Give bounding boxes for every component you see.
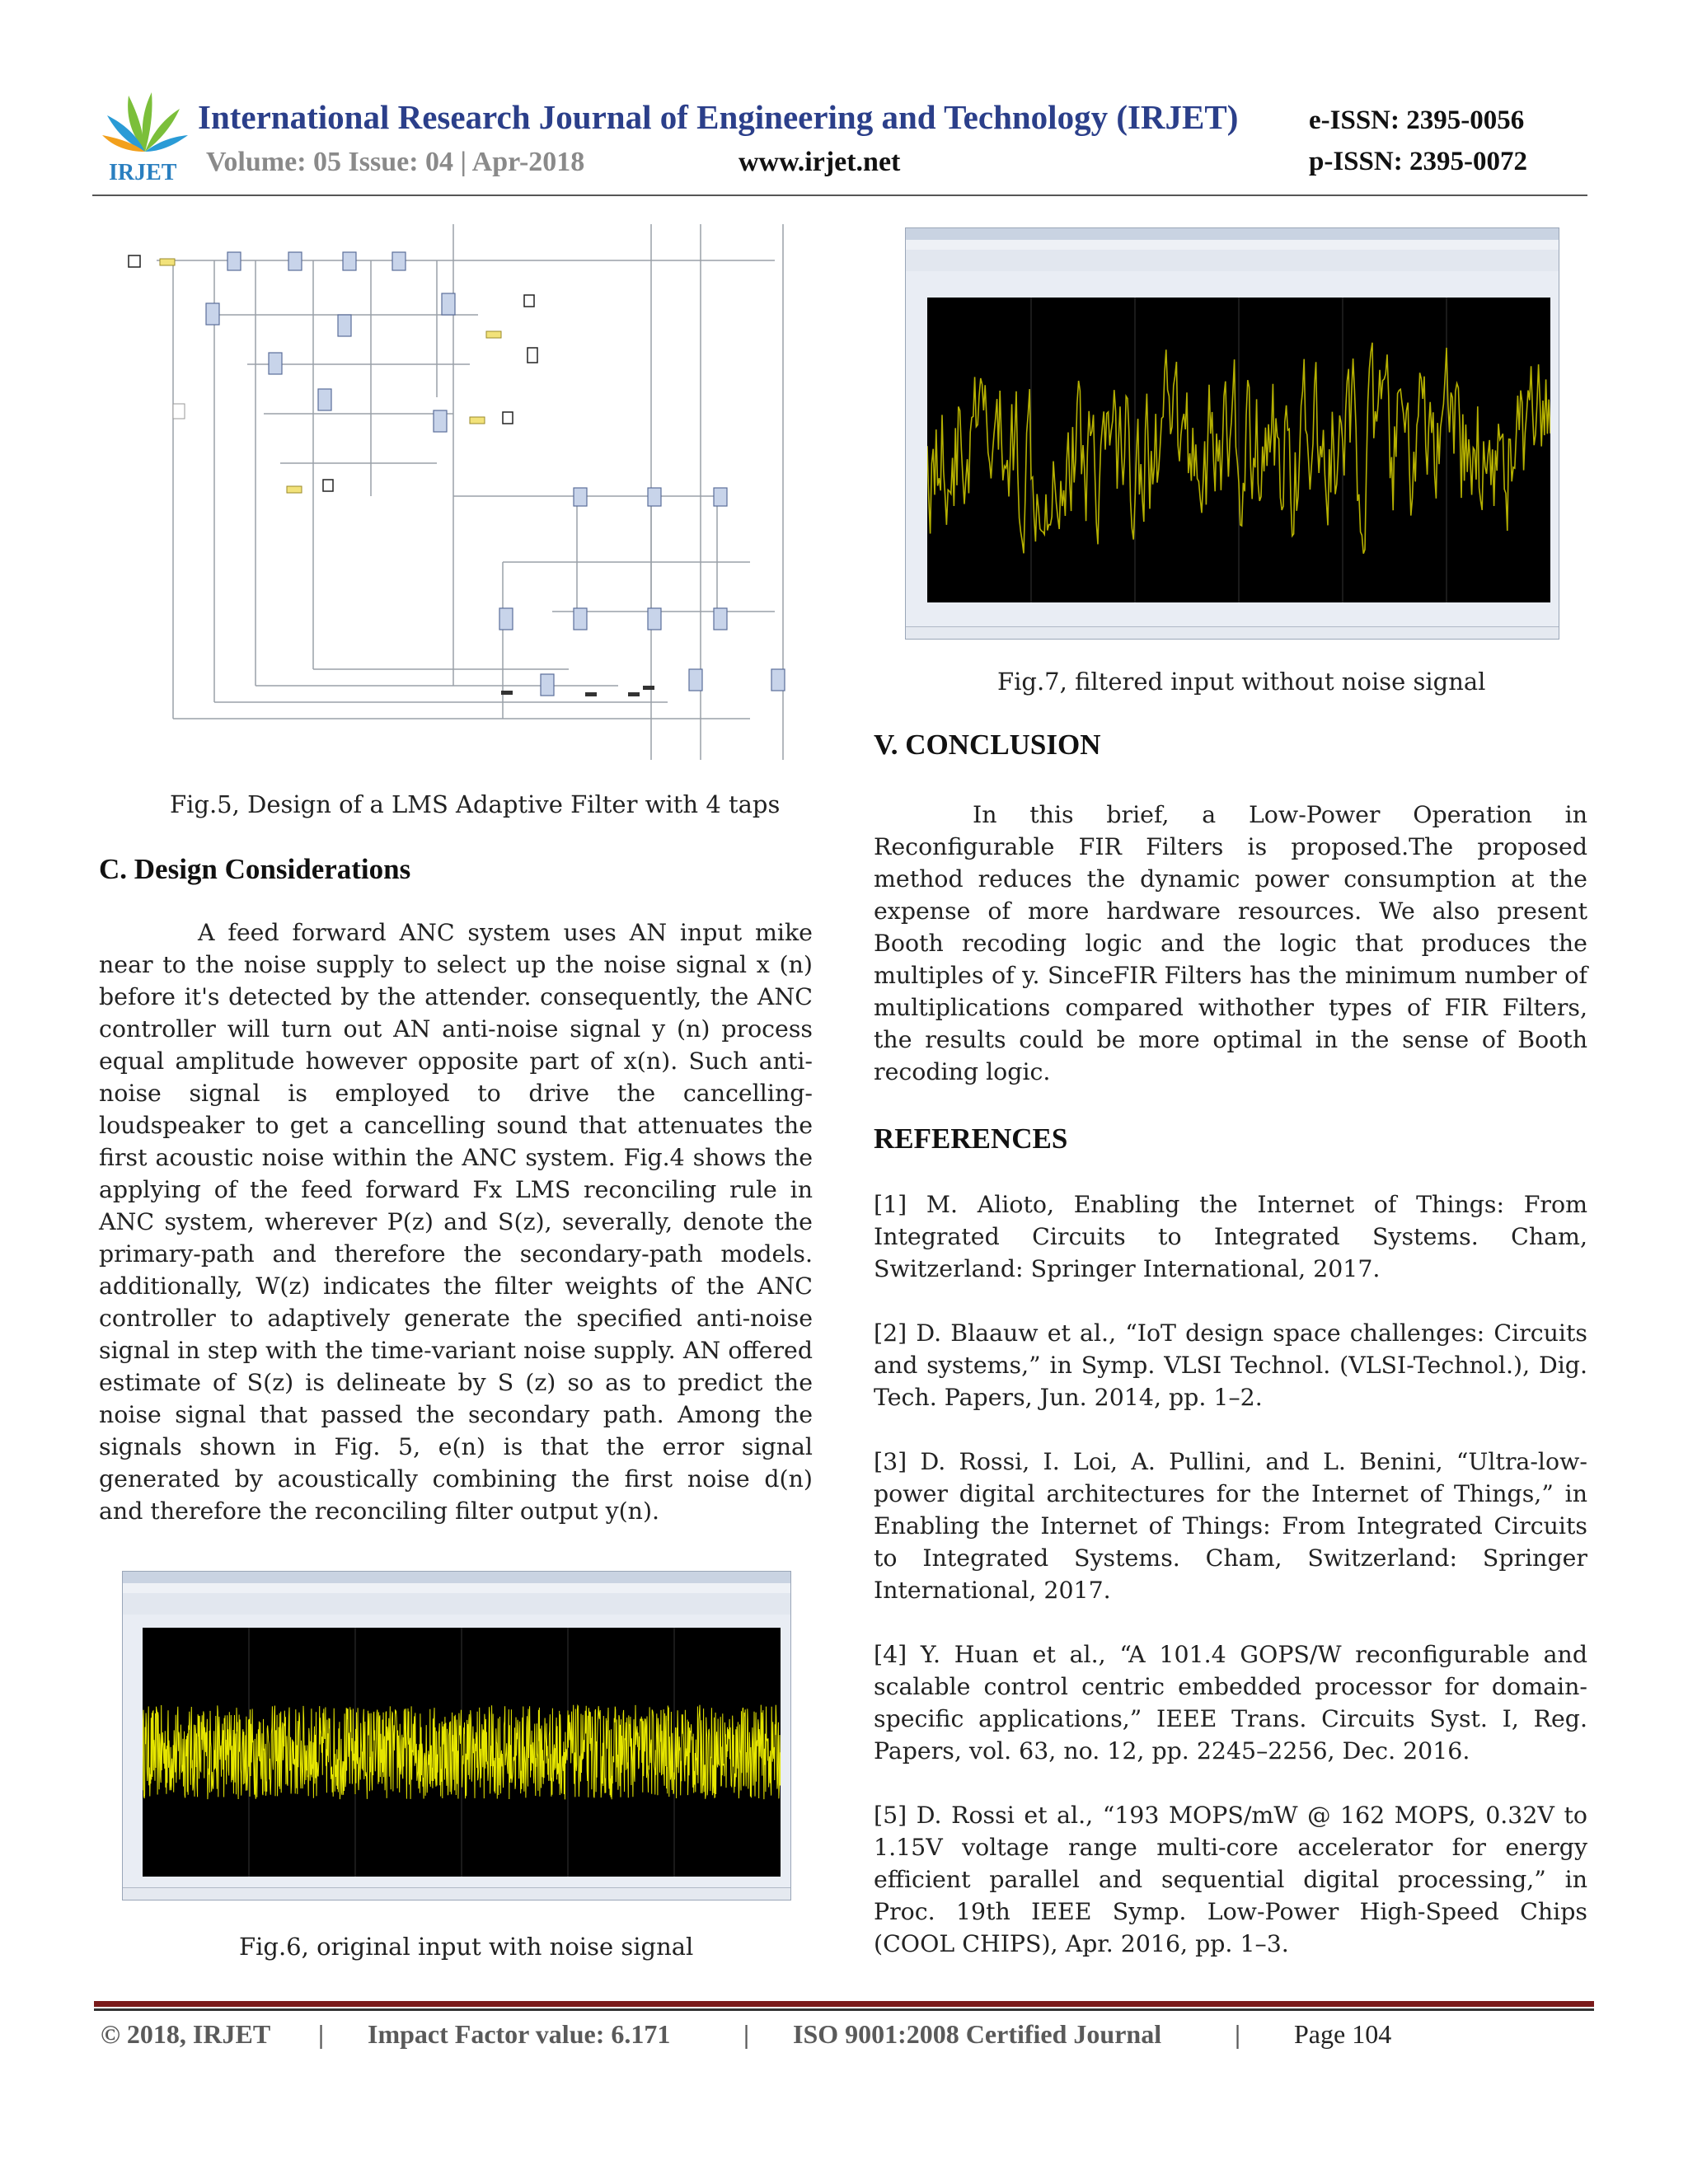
- scope-toolbar: [906, 250, 1559, 271]
- logo-text: IRJET: [109, 160, 177, 185]
- footer-page-number: Page 104: [1294, 2019, 1392, 2049]
- header-divider: [92, 194, 1587, 196]
- reference-item: [3] D. Rossi, I. Loi, A. Pullini, and L. Benini, “Ultra-low-power digital architectures for the Internet of Things,” in Enabling the Internet of Things: From Integrated Circuits to Integrated Systems. Cham, Switzerland: Springer International, 2017.: [874, 1448, 1587, 1604]
- scope-toolbar: [123, 1593, 790, 1615]
- scope-status-bar: [123, 1887, 790, 1900]
- design-paragraph: A feed forward ANC system uses AN input mike near to the noise supply to select up the noise signal x (n) before it's detected by the attender. consequently, the ANC controller will turn out AN anti-noise signal y (n) process equal amplitude however opposite part of x(n). Such anti-noise signal is employed to drive the cancelling-loudspeaker to get a cancelling sound that attenuates the first acoustic noise within the ANC system. Fig.4 shows the applying of the feed forward Fx LMS reconciling rule in ANC system, wherever P(z) and S(z), severally, denote the primary-path and therefore the secondary-path models. additionally, W(z) indicates the filter weights of the ANC controller to adaptively generate the specified anti-noise signal in step with the time-variant noise supply. AN offered estimate of S(z) is delineate by S (z) so as to predict the noise signal that passed the secondary path. Among the signals shown in Fig. 5, e(n) is that the error signal generated by acoustically combining the first noise d(n) and therefore the reconciling filter output y(n).: [99, 919, 813, 1525]
- references-heading: REFERENCES: [874, 1122, 1068, 1155]
- footer-separator: |: [1235, 2019, 1241, 2049]
- reference-item: [2] D. Blaauw et al., “IoT design space challenges: Circuits and systems,” in Symp. VLSI Technol. (VLSI-Technol.), Dig. Tech. Papers, Jun. 2014, pp. 1–2.: [874, 1319, 1587, 1411]
- fig7-caption: Fig.7, filtered input without noise signal: [997, 668, 1486, 696]
- p-issn: p-ISSN: 2395-0072: [1309, 147, 1527, 176]
- fig7-scope-window: [905, 227, 1559, 640]
- footer-separator: |: [318, 2019, 325, 2049]
- conclusion-paragraph: In this brief, a Low-Power Operation in Reconfigurable FIR Filters is proposed.The proposed method reduces the dynamic power consumption at the expense of more hardware resources. We also present Booth recoding logic and the logic that produces the multiples of y. SinceFIR Filters has the minimum number of multiplications compared withother types of FIR Filters, the results could be more optimal in the sense of Booth recoding logic.: [874, 801, 1587, 1085]
- section-heading-design: C. Design Considerations: [99, 853, 411, 885]
- volume-issue: Volume: 05 Issue: 04 | Apr-2018: [206, 147, 585, 177]
- fig6-scope-window: [122, 1571, 791, 1900]
- reference-item: [5] D. Rossi et al., “193 MOPS/mW @ 162 MOPS, 0.32V to 1.15V voltage range multi-core accelerator for energy efficient parallel and sequential digital processing,” in Proc. 19th IEEE Symp. Low-Power High-Speed Chips (COOL CHIPS), Apr. 2016, pp. 1–3.: [874, 1802, 1587, 1957]
- references-list: [874, 1188, 1587, 1992]
- e-issn: e-ISSN: 2395-0056: [1309, 105, 1525, 135]
- scope-title-bar: [906, 228, 1559, 240]
- reference-item: [1] M. Alioto, Enabling the Internet of Things: From Integrated Circuits to Integrated Systems. Cham, Switzerland: Springer International, 2017.: [874, 1191, 1587, 1282]
- scope-title-bar: [123, 1572, 790, 1583]
- journal-website: www.irjet.net: [738, 147, 901, 177]
- footer-rule-thin: [94, 2008, 1594, 2011]
- footer-rule: [94, 2001, 1594, 2007]
- irjet-logo: [101, 87, 190, 185]
- scope-menu-bar: [123, 1583, 790, 1593]
- footer-copyright: © 2018, IRJET: [101, 2019, 271, 2049]
- reference-item: [4] Y. Huan et al., “A 101.4 GOPS/W reconfigurable and scalable control centric embedded processor for domain-specific applications,” IEEE Trans. Circuits Syst. I, Reg. Papers, vol. 63, no. 12, pp. 2245–2256, Dec. 2016.: [874, 1641, 1587, 1765]
- footer-iso: ISO 9001:2008 Certified Journal: [793, 2019, 1162, 2049]
- fig6-plot-area: [143, 1628, 781, 1877]
- fig7-plot-area: [927, 298, 1550, 602]
- scope-menu-bar: [906, 240, 1559, 250]
- scope-status-bar: [906, 626, 1559, 639]
- journal-title: International Research Journal of Engineering and Technology (IRJET): [198, 98, 1239, 136]
- fig5-block-diagram: [124, 224, 793, 760]
- conclusion-heading: V. CONCLUSION: [874, 729, 1101, 761]
- fig6-caption: Fig.6, original input with noise signal: [239, 1933, 694, 1961]
- scope-trace: [143, 1705, 781, 1800]
- footer-impact-factor: Impact Factor value: 6.171: [368, 2019, 671, 2049]
- footer-separator: |: [743, 2019, 750, 2049]
- fig5-caption: Fig.5, Design of a LMS Adaptive Filter with 4 taps: [170, 790, 781, 818]
